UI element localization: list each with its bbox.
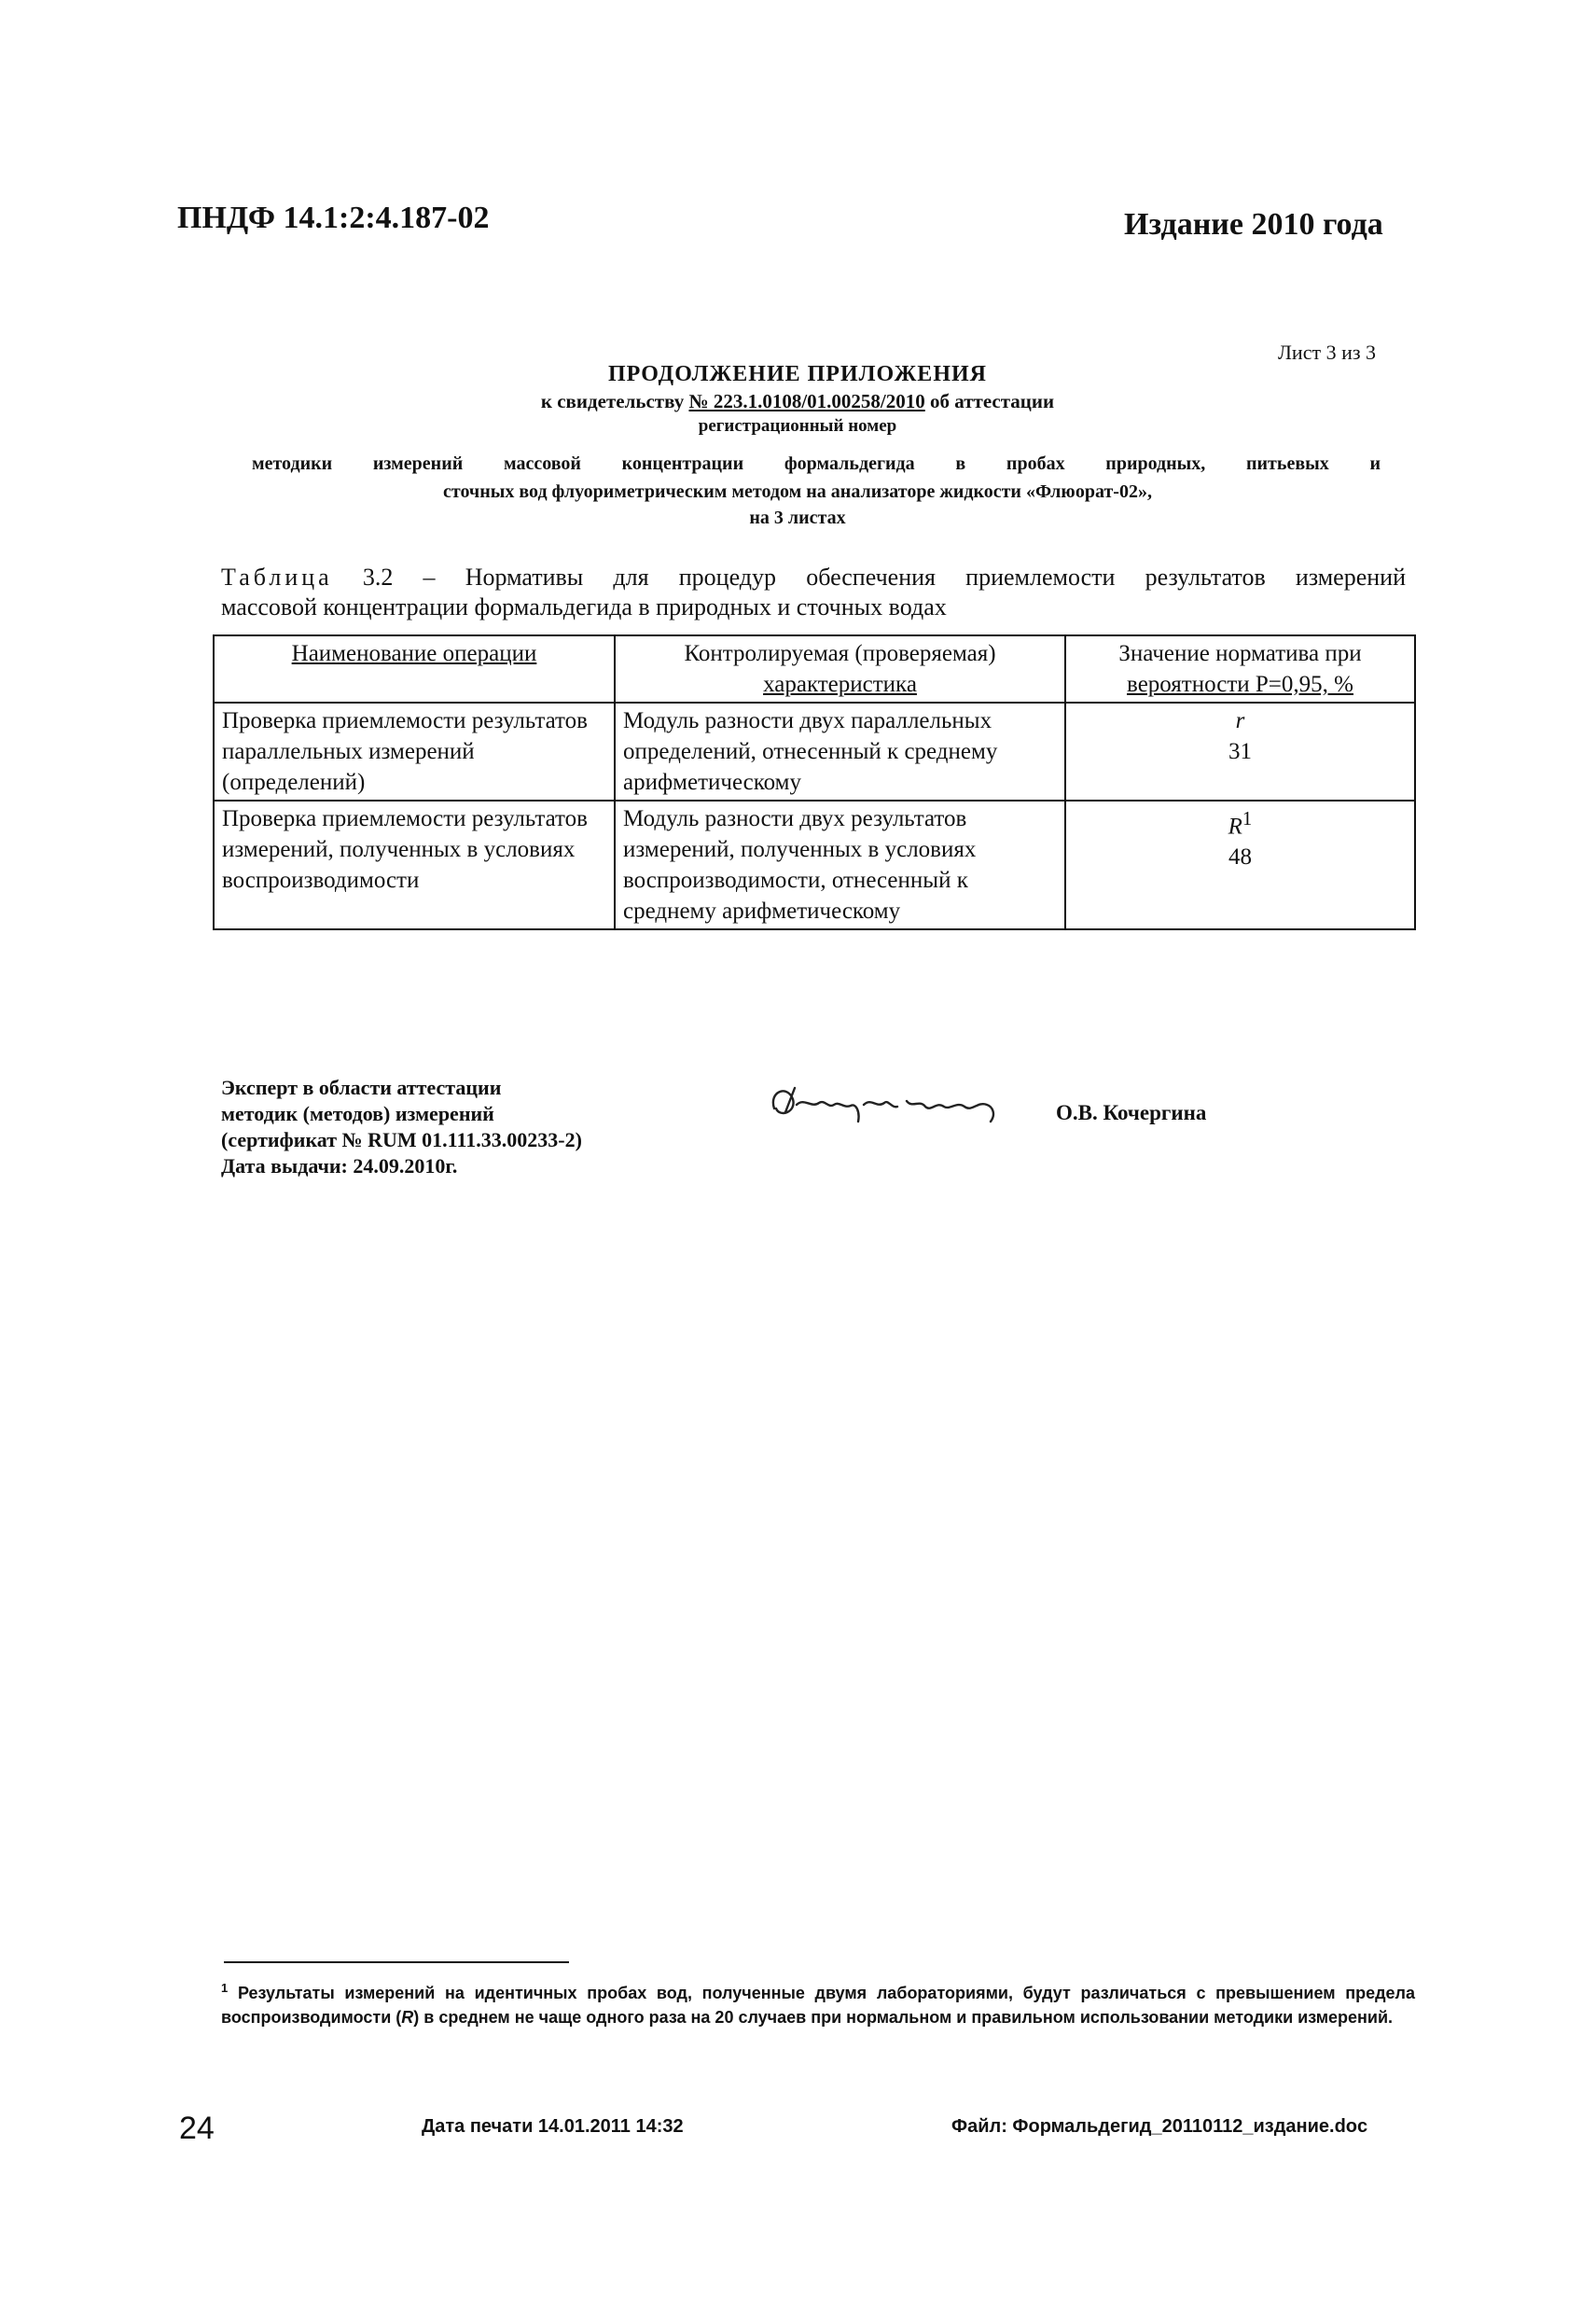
expert-name: О.В. Кочергина [1056, 1101, 1207, 1124]
expert-certificate: (сертификат № RUM 01.111.33.00233-2) [221, 1128, 582, 1151]
certificate-suffix: об аттестации [930, 390, 1055, 412]
page-number: 24 [179, 2111, 215, 2146]
norm-symbol: r [1235, 708, 1245, 733]
footnote-mark: 1 [221, 1981, 229, 1995]
method-title-line1: методики измерений массовой концентрации формальдегида в пробах природных, питьевых и [252, 453, 1381, 474]
footnote-ref: 1 [1242, 807, 1253, 829]
appendix-title: ПРОДОЛЖЕНИЕ ПРИЛОЖЕНИЯ [608, 362, 987, 386]
file-name: Файл: Формальдегид_20110112_издание.doc [951, 2116, 1368, 2137]
norm-value: 31 [1228, 739, 1252, 764]
table-caption-text: 3.2 – Нормативы для процедур обеспечения приемлемости результатов измерений [362, 564, 1406, 591]
certificate-line [215, 390, 1381, 413]
table-row [214, 801, 1415, 929]
cell-operation: Проверка приемлемости результатов параллельных измерений (определений) [214, 703, 615, 801]
norm-value: 48 [1228, 844, 1252, 871]
header-operation: Наименование операции [214, 635, 615, 703]
norm-symbol: $R^1$ [1228, 807, 1253, 840]
registration-note: регистрационный номер [698, 416, 897, 436]
print-date: Дата печати 14.01.2011 14:32 [422, 2116, 684, 2137]
document-code: ПНДФ 14.1:2:4.187-02 [177, 201, 490, 235]
cell-norm-value [1065, 703, 1415, 801]
footnote: $^1$ Результаты измерений на идентичных пробах вод, полученные двумя лабораториями, будут различаться с превышением предела воспроизводимости (R) в среднем не чаще одного раза на 20 случаев при нормальном и правильном использовании методики измерений. [221, 1981, 1415, 2027]
footnote-divider [224, 1961, 569, 1963]
expert-line1: Эксперт в области аттестации [221, 1076, 502, 1099]
expert-line2: методик (методов) измерений [221, 1102, 494, 1125]
edition-label: Издание 2010 года [1124, 207, 1383, 242]
cell-characteristic: Модуль разности двух параллельных определений, отнесенный к среднему арифметическому [615, 703, 1065, 801]
expert-issue-date: Дата выдачи: 24.09.2010г. [221, 1154, 458, 1178]
certificate-number: № 223.1.0108/01.00258/2010 [688, 390, 925, 412]
table-caption-label: Таблица [221, 564, 333, 591]
table-caption-line2: массовой концентрации формальдегида в природных и сточных водах [221, 593, 947, 620]
table-header-row [214, 635, 1415, 703]
cell-characteristic: Модуль разности двух результатов измерений, полученных в условиях воспроизводимости, отнесенный к среднему арифметическому [615, 801, 1065, 929]
header-characteristic: Контролируемая (проверяемая) характеристика [615, 635, 1065, 703]
table-row [214, 703, 1415, 801]
certificate-prefix: к свидетельству [540, 390, 685, 412]
cell-operation: Проверка приемлемости результатов измерений, полученных в условиях воспроизводимости [214, 801, 615, 929]
method-title-line2: сточных вод флуориметрическим методом на анализаторе жидкости «Флюорат-02», [443, 481, 1152, 502]
expert-block [221, 1075, 582, 1179]
handwritten-signature [767, 1080, 1019, 1127]
cell-norm-value [1065, 801, 1415, 929]
sheets-count: на 3 листах [749, 508, 846, 528]
table-caption [221, 564, 1406, 592]
sheet-counter: Лист 3 из 3 [1278, 341, 1377, 364]
footnote-symbol: R [401, 2008, 414, 2027]
header-norm-value: Значение норматива при вероятности Р=0,95, % [1065, 635, 1415, 703]
norms-table [213, 634, 1416, 930]
